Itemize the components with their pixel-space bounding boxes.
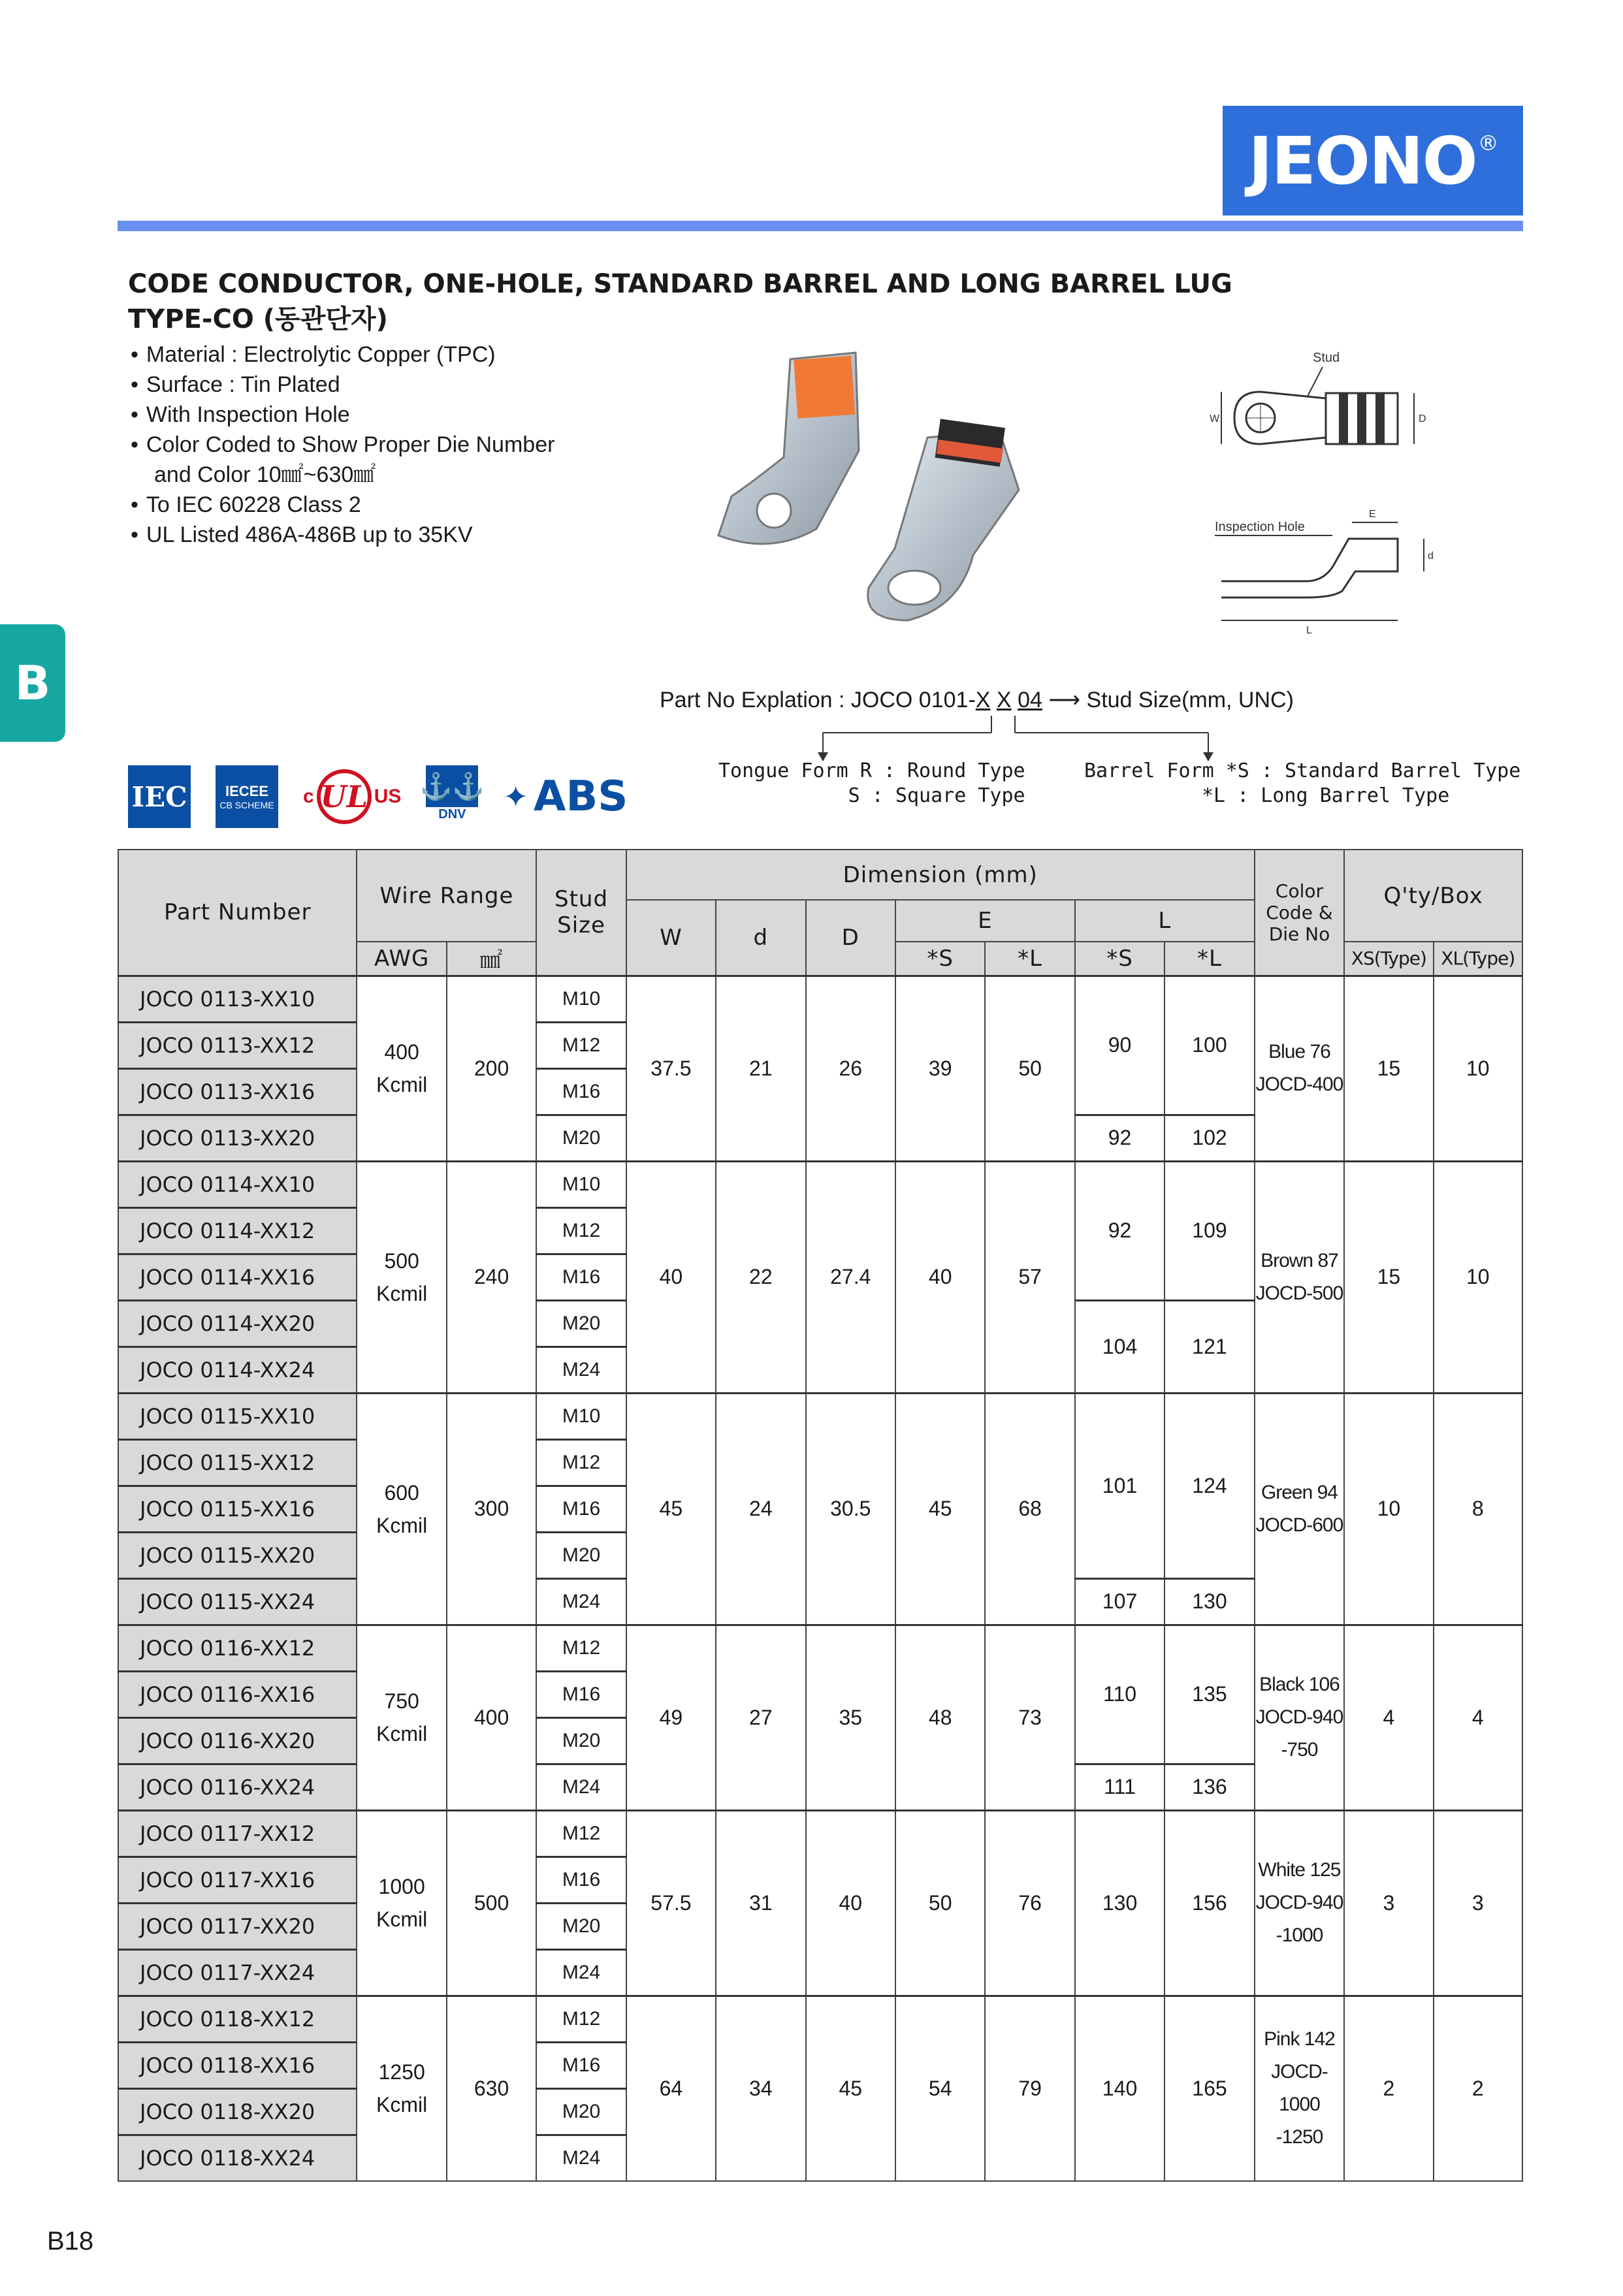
dim-e-s-cell: 50 — [895, 1810, 985, 1996]
dim-e-s-cell: 54 — [895, 1996, 985, 2181]
th-l-l: *L — [1165, 942, 1255, 976]
part-number-cell: JOCO 0117-XX20 — [118, 1903, 357, 1949]
stud-size-cell: M16 — [536, 1671, 626, 1717]
stud-size-cell: M10 — [536, 976, 626, 1022]
th-e-l: *L — [985, 942, 1074, 976]
table-row — [118, 1996, 1522, 2042]
spec-table — [118, 849, 1523, 2182]
stud-size-cell: M20 — [536, 1300, 626, 1347]
part-num: 04 — [1018, 688, 1042, 712]
awg-unit: Kcmil — [376, 1907, 428, 1931]
part-number-cell: JOCO 0117-XX24 — [118, 1949, 357, 1996]
part-number-cell: JOCO 0113-XX12 — [118, 1022, 357, 1068]
dim-d-cell: 22 — [716, 1161, 805, 1393]
color-code-line: Black 106 — [1259, 1674, 1340, 1695]
stud-size-cell: M10 — [536, 1393, 626, 1439]
dim-d-cell: 24 — [716, 1393, 805, 1625]
color-code-line: JOCD-400 — [1255, 1074, 1343, 1095]
th-e: E — [895, 900, 1075, 942]
tongue-form-legend — [718, 759, 1025, 808]
barrel-standard: Barrel Form *S : Standard Barrel Type — [1084, 759, 1521, 782]
qty-xs-cell: 10 — [1344, 1393, 1433, 1625]
qty-xl-cell: 10 — [1434, 976, 1522, 1161]
registered-mark: ® — [1477, 131, 1498, 155]
awg-unit: Kcmil — [376, 1281, 428, 1305]
stud-size-cell: M20 — [536, 1717, 626, 1764]
th-part-number: Part Number — [118, 850, 357, 976]
color-code-line: Blue 76 — [1268, 1041, 1330, 1062]
awg-value: 500 — [384, 1249, 419, 1273]
dim-e-l-cell: 68 — [985, 1393, 1074, 1625]
d-lower-label: d — [1428, 550, 1434, 562]
qty-xs-cell: 2 — [1344, 1996, 1433, 2181]
title-line-2: TYPE-CO (동관단자) — [128, 304, 388, 334]
color-code-cell — [1255, 1161, 1344, 1393]
stud-size-cell: M12 — [536, 1439, 626, 1486]
section-tab: B — [0, 624, 65, 742]
part-number-cell: JOCO 0113-XX10 — [118, 976, 357, 1022]
color-code-line: JOCD-940 — [1255, 1892, 1343, 1913]
awg-cell — [357, 1625, 446, 1810]
w-label: W — [1210, 413, 1220, 424]
brand-logo — [1223, 106, 1523, 215]
dim-l-l-cell: 121 — [1165, 1300, 1255, 1393]
color-code-line: -1250 — [1276, 2126, 1323, 2148]
awg-value: 1000 — [378, 1875, 425, 1898]
stud-size-cell: M20 — [536, 2088, 626, 2135]
stud-size-cell: M20 — [536, 1115, 626, 1161]
part-explanation-connectors — [660, 713, 1339, 765]
part-number-cell: JOCO 0114-XX12 — [118, 1207, 357, 1254]
color-code-cell — [1255, 1393, 1344, 1625]
dim-e-l-cell: 79 — [985, 1996, 1074, 2181]
color-code-cell — [1255, 976, 1344, 1161]
feature-item: • UL Listed 486A-486B up to 35KV — [131, 520, 554, 550]
dim-e-l-cell: 50 — [985, 976, 1074, 1161]
mm2-cell: 630 — [447, 1996, 536, 2181]
qty-xl-cell: 3 — [1434, 1810, 1522, 1996]
dim-D-cell: 26 — [806, 976, 895, 1161]
stud-size-cell: M10 — [536, 1161, 626, 1207]
abs-logo — [503, 773, 628, 821]
part-number-cell: JOCO 0113-XX20 — [118, 1115, 357, 1161]
stud-size-cell: M16 — [536, 1486, 626, 1532]
lug-image-2 — [868, 419, 1019, 620]
dim-w-cell: 40 — [626, 1161, 716, 1393]
part-number-cell: JOCO 0117-XX12 — [118, 1810, 357, 1857]
dim-D-cell: 40 — [806, 1810, 895, 1996]
e-label: E — [1369, 509, 1376, 520]
eagle-icon: ✦ — [503, 779, 528, 814]
dim-w-cell: 57.5 — [626, 1810, 716, 1996]
awg-value: 400 — [384, 1040, 419, 1064]
qty-xl-cell: 8 — [1434, 1393, 1522, 1625]
th-qty-box: Q'ty/Box — [1344, 850, 1522, 942]
stud-size-cell: M12 — [536, 1625, 626, 1671]
dim-d-cell: 34 — [716, 1996, 805, 2181]
dim-l-s-cell: 104 — [1075, 1300, 1165, 1393]
color-code-line: White 125 — [1258, 1859, 1341, 1881]
awg-unit: Kcmil — [376, 1513, 428, 1537]
stud-size-cell: M12 — [536, 1810, 626, 1857]
color-code-line: Pink 142 — [1264, 2028, 1335, 2050]
dim-l-l-cell: 100 — [1165, 976, 1255, 1115]
lug-image-1 — [718, 353, 859, 544]
dim-l-s-cell: 107 — [1075, 1578, 1165, 1625]
lug-product-photo — [712, 346, 1052, 653]
th-xs-type: XS(Type) — [1344, 942, 1433, 976]
dim-l-s-cell: 140 — [1075, 1996, 1165, 2181]
part-number-cell: JOCO 0114-XX16 — [118, 1254, 357, 1300]
awg-unit: Kcmil — [376, 1073, 428, 1096]
dim-l-s-cell: 110 — [1075, 1625, 1165, 1764]
qty-xs-cell: 3 — [1344, 1810, 1433, 1996]
th-xl-type: XL(Type) — [1434, 942, 1522, 976]
dim-l-s-cell: 90 — [1075, 976, 1165, 1115]
stud-size-cell: M12 — [536, 1022, 626, 1068]
mm2-cell: 300 — [447, 1393, 536, 1625]
dnv-text: DNV — [438, 807, 466, 821]
ul-c: c — [303, 786, 314, 807]
page-number: B18 — [47, 2227, 94, 2256]
part-number-cell: JOCO 0115-XX24 — [118, 1578, 357, 1625]
lug-dimension-drawing — [1208, 346, 1483, 646]
dim-e-s-cell: 40 — [895, 1161, 985, 1393]
mm2-cell: 200 — [447, 976, 536, 1161]
dim-D-cell: 27.4 — [806, 1161, 895, 1393]
th-D: D — [806, 900, 895, 976]
qty-xl-cell: 2 — [1434, 1996, 1522, 2181]
part-number-cell: JOCO 0114-XX10 — [118, 1161, 357, 1207]
dim-w-cell: 45 — [626, 1393, 716, 1625]
header-rule — [118, 221, 1523, 231]
spec-group — [118, 1161, 1522, 1393]
iec-logo: IEC — [128, 765, 191, 828]
dim-e-s-cell: 39 — [895, 976, 985, 1161]
stud-size-cell: M20 — [536, 1903, 626, 1949]
page-title — [128, 266, 1232, 337]
tongue-round: Tongue Form R : Round Type — [718, 759, 1025, 782]
stud-size-cell: M12 — [536, 1207, 626, 1254]
part-number-cell: JOCO 0115-XX10 — [118, 1393, 357, 1439]
dim-e-l-cell: 57 — [985, 1161, 1074, 1393]
mm2-cell: 400 — [447, 1625, 536, 1810]
awg-value: 750 — [384, 1689, 419, 1713]
dim-D-cell: 35 — [806, 1625, 895, 1810]
dim-l-l-cell: 136 — [1165, 1764, 1255, 1810]
barrel-form-legend — [1084, 759, 1520, 808]
spec-group — [118, 1625, 1522, 1810]
feature-list — [131, 340, 554, 550]
dim-D-cell: 30.5 — [806, 1393, 895, 1625]
anchor-icon: ⚓⚓ — [426, 765, 478, 807]
dim-e-l-cell: 76 — [985, 1810, 1074, 1996]
part-x1: X — [975, 688, 991, 712]
color-code-cell — [1255, 1996, 1344, 2181]
th-wire-range: Wire Range — [357, 850, 536, 942]
qty-xs-cell: 15 — [1344, 1161, 1433, 1393]
dim-d-cell: 27 — [716, 1625, 805, 1810]
awg-unit: Kcmil — [376, 1722, 428, 1746]
part-number-cell: JOCO 0115-XX16 — [118, 1486, 357, 1532]
stud-size-cell: M24 — [536, 1347, 626, 1393]
dim-l-l-cell: 130 — [1165, 1578, 1255, 1625]
awg-cell — [357, 976, 446, 1161]
dim-w-cell: 64 — [626, 1996, 716, 2181]
th-w: W — [626, 900, 716, 976]
dnv-logo — [419, 765, 485, 828]
stud-size-cell: M24 — [536, 2135, 626, 2181]
dim-l-s-cell: 92 — [1075, 1115, 1165, 1161]
part-number-cell: JOCO 0118-XX12 — [118, 1996, 357, 2042]
dim-e-l-cell: 73 — [985, 1625, 1074, 1810]
dim-l-s-cell: 101 — [1075, 1393, 1165, 1578]
color-code-line: JOCD-600 — [1255, 1514, 1343, 1536]
color-code-cell — [1255, 1625, 1344, 1810]
iecee-text: IECEE — [225, 783, 269, 799]
table-row — [118, 1810, 1522, 1857]
dim-l-l-cell: 135 — [1165, 1625, 1255, 1764]
feature-item: • Material : Electrolytic Copper (TPC) — [131, 340, 554, 370]
qty-xl-cell: 10 — [1434, 1161, 1522, 1393]
dim-w-cell: 49 — [626, 1625, 716, 1810]
ul-us: US — [374, 786, 402, 807]
dim-l-s-cell: 130 — [1075, 1810, 1165, 1996]
part-number-cell: JOCO 0116-XX20 — [118, 1717, 357, 1764]
th-awg: AWG — [357, 942, 446, 976]
part-number-cell: JOCO 0118-XX20 — [118, 2088, 357, 2135]
color-code-line: Brown 87 — [1261, 1249, 1338, 1271]
cul-us-logo — [303, 769, 401, 824]
th-l-s: *S — [1075, 942, 1165, 976]
part-x2: X — [996, 688, 1012, 712]
color-code-line: -750 — [1281, 1739, 1318, 1761]
table-row — [118, 1625, 1522, 1671]
stud-size-cell: M16 — [536, 1254, 626, 1300]
stud-size-cell: M16 — [536, 2042, 626, 2088]
part-number-cell: JOCO 0118-XX16 — [118, 2042, 357, 2088]
dim-e-s-cell: 48 — [895, 1625, 985, 1810]
th-l: L — [1075, 900, 1255, 942]
mm2-cell: 240 — [447, 1161, 536, 1393]
dim-l-l-cell: 109 — [1165, 1161, 1255, 1300]
th-stud-size: Stud Size — [536, 850, 626, 976]
dim-d-cell: 31 — [716, 1810, 805, 1996]
dim-D-cell: 45 — [806, 1996, 895, 2181]
part-number-cell: JOCO 0116-XX24 — [118, 1764, 357, 1810]
stud-size-cell: M24 — [536, 1764, 626, 1810]
dim-l-l-cell: 124 — [1165, 1393, 1255, 1578]
inspection-hole-label: Inspection Hole — [1215, 520, 1305, 534]
part-number-cell: JOCO 0115-XX12 — [118, 1439, 357, 1486]
color-code-line: JOCD- — [1271, 2061, 1328, 2083]
brand-name: JEONO — [1248, 122, 1477, 199]
stud-size-cell: M24 — [536, 1949, 626, 1996]
color-code-line: JOCD-500 — [1255, 1282, 1343, 1304]
certification-logos — [128, 764, 628, 829]
iecee-sub: CB SCHEME — [219, 800, 274, 810]
part-prefix: Part No Explation : JOCO 0101- — [660, 688, 976, 712]
feature-item: • Color Coded to Show Proper Die Number — [131, 430, 554, 460]
arrow-right-icon: ⟶ — [1048, 688, 1081, 712]
feature-item: • With Inspection Hole — [131, 400, 554, 430]
part-number-cell: JOCO 0114-XX20 — [118, 1300, 357, 1347]
part-number-cell: JOCO 0114-XX24 — [118, 1347, 357, 1393]
dim-w-cell: 37.5 — [626, 976, 716, 1161]
feature-item: • To IEC 60228 Class 2 — [131, 490, 554, 520]
th-d: d — [716, 900, 805, 976]
stud-size-cell: M20 — [536, 1532, 626, 1578]
color-code-line: Green 94 — [1261, 1481, 1338, 1503]
spec-group — [118, 1996, 1522, 2181]
stud-size-cell: M24 — [536, 1578, 626, 1625]
awg-cell — [357, 1161, 446, 1393]
dim-l-l-cell: 156 — [1165, 1810, 1255, 1996]
feature-item: • Surface : Tin Plated — [131, 370, 554, 400]
table-row — [118, 1161, 1522, 1207]
stud-size-cell: M12 — [536, 1996, 626, 2042]
ul-mark: UL — [317, 769, 372, 824]
awg-cell — [357, 1393, 446, 1625]
part-number-explanation — [660, 687, 1294, 713]
table-row — [118, 976, 1522, 1022]
part-suffix: Stud Size(mm, UNC) — [1086, 688, 1294, 712]
dim-l-s-cell: 111 — [1075, 1764, 1165, 1810]
table-row — [118, 1393, 1522, 1439]
th-mm2: ㎟ — [447, 942, 536, 976]
mm2-cell: 500 — [447, 1810, 536, 1996]
part-number-cell: JOCO 0113-XX16 — [118, 1068, 357, 1115]
qty-xl-cell: 4 — [1434, 1625, 1522, 1810]
feature-item: and Color 10㎟~630㎟ — [154, 462, 376, 487]
spec-group — [118, 1393, 1522, 1625]
tongue-square: S : Square Type — [848, 784, 1025, 807]
title-line-1: CODE CONDUCTOR, ONE-HOLE, STANDARD BARREL AND LONG BARREL LUG — [128, 269, 1232, 299]
dim-l-l-cell: 165 — [1165, 1996, 1255, 2181]
awg-cell — [357, 1996, 446, 2181]
stud-size-cell: M16 — [536, 1857, 626, 1903]
qty-xs-cell: 15 — [1344, 976, 1433, 1161]
part-number-cell: JOCO 0117-XX16 — [118, 1857, 357, 1903]
part-number-cell: JOCO 0116-XX12 — [118, 1625, 357, 1671]
th-dimension: Dimension (mm) — [626, 850, 1255, 900]
barrel-long: *L : Long Barrel Type — [1202, 784, 1450, 807]
dim-l-s-cell: 92 — [1075, 1161, 1165, 1300]
color-code-line: 1000 — [1279, 2094, 1320, 2116]
awg-value: 1250 — [378, 2060, 425, 2084]
dim-l-l-cell: 102 — [1165, 1115, 1255, 1161]
l-label: L — [1306, 625, 1312, 636]
part-number-cell: JOCO 0118-XX24 — [118, 2135, 357, 2181]
part-number-cell: JOCO 0115-XX20 — [118, 1532, 357, 1578]
spec-group — [118, 1810, 1522, 1996]
th-e-s: *S — [895, 942, 985, 976]
abs-text: ABS — [533, 773, 628, 821]
awg-unit: Kcmil — [376, 2093, 428, 2117]
color-code-line: JOCD-940 — [1255, 1706, 1343, 1728]
awg-value: 600 — [384, 1480, 419, 1505]
part-number-cell: JOCO 0116-XX16 — [118, 1671, 357, 1717]
color-code-cell — [1255, 1810, 1344, 1996]
color-code-line: -1000 — [1276, 1924, 1323, 1946]
dim-d-cell: 21 — [716, 976, 805, 1161]
dim-e-s-cell: 45 — [895, 1393, 985, 1625]
iecee-logo — [216, 765, 278, 828]
qty-xs-cell: 4 — [1344, 1625, 1433, 1810]
th-color-code: Color Code & Die No — [1255, 850, 1344, 976]
stud-size-cell: M16 — [536, 1068, 626, 1115]
spec-group — [118, 976, 1522, 1161]
stud-label: Stud — [1313, 351, 1340, 365]
d-upper-label: D — [1419, 413, 1426, 424]
awg-cell — [357, 1810, 446, 1996]
